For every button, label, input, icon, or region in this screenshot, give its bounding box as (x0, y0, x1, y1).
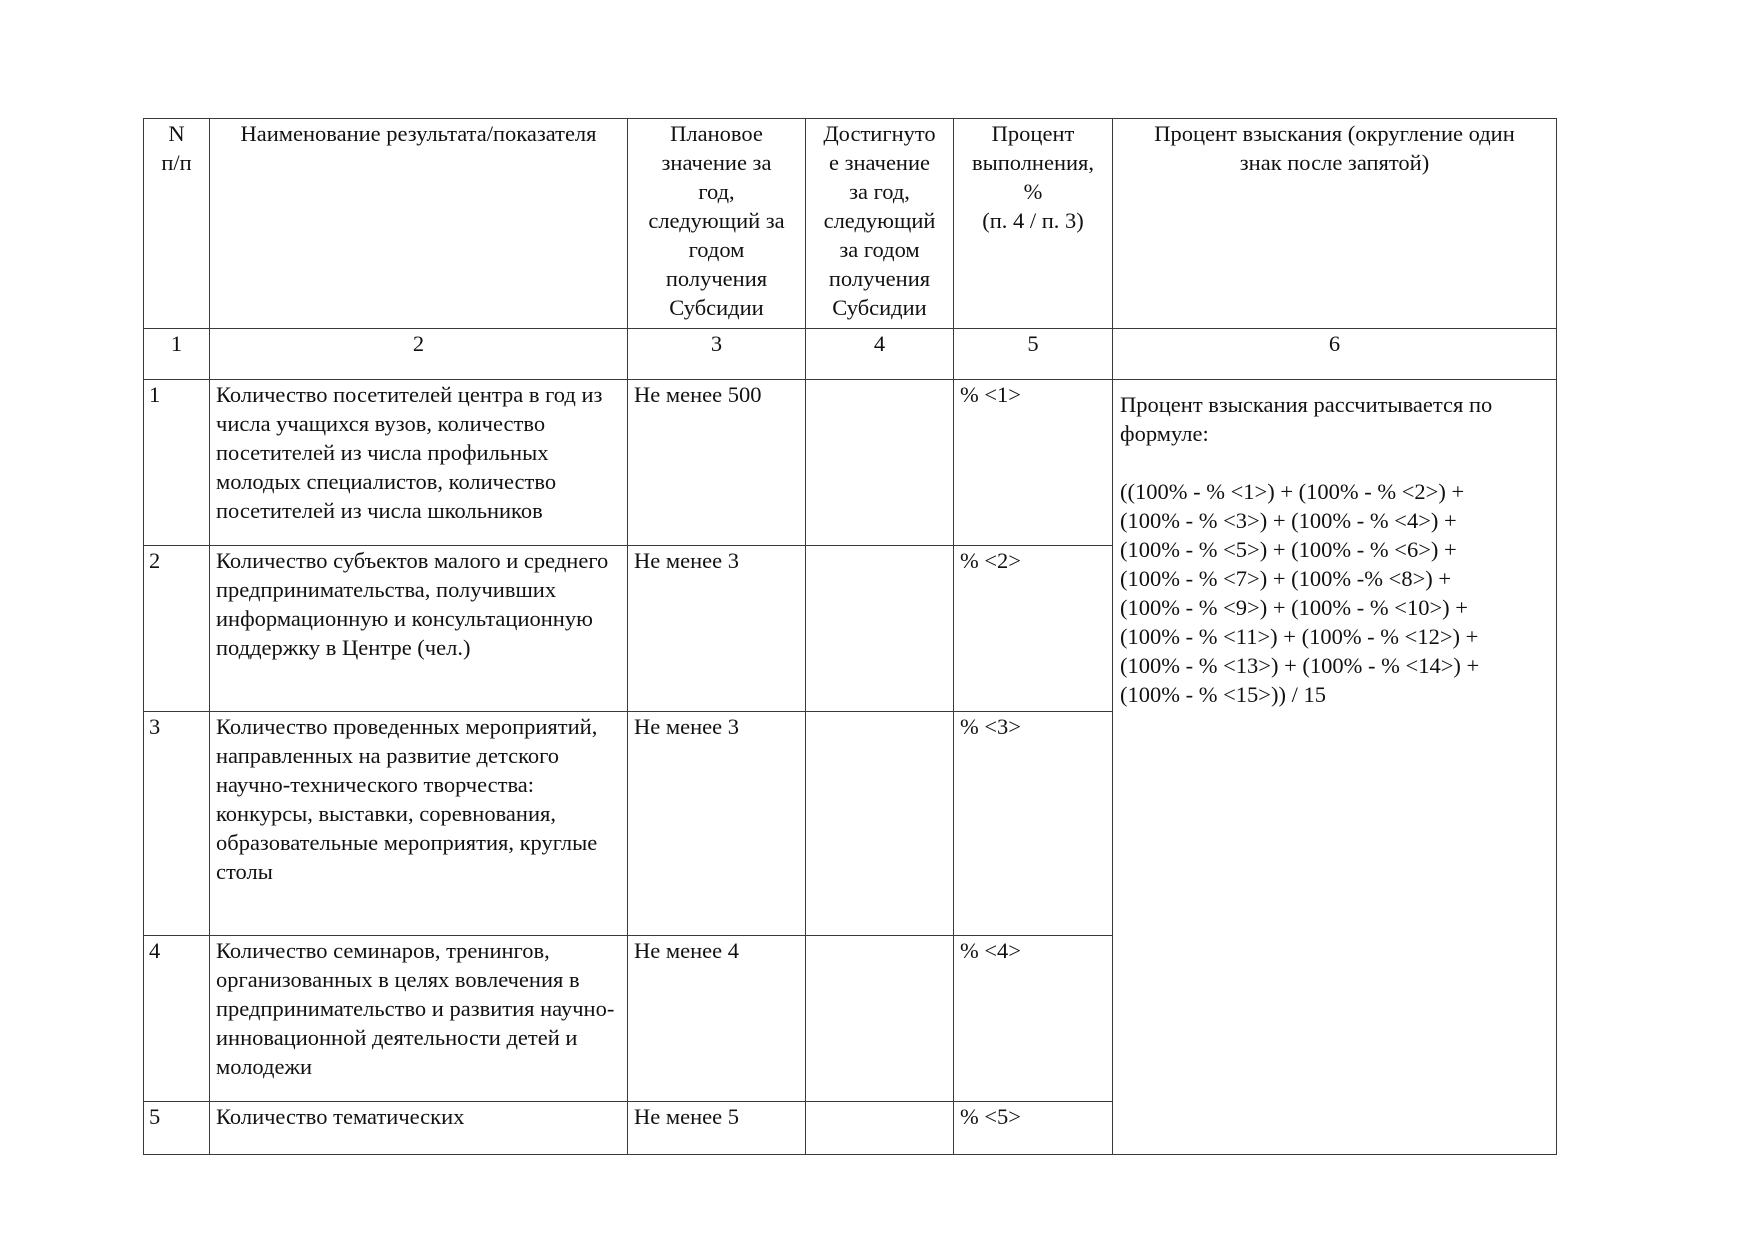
indicator-name: Количество семинаров, тренингов, организованных в целях вовлечения в предпринимательство и развития научно-инновационной деятельности детей и молодежи (210, 936, 628, 1102)
formula-line: (100% - % <9>) + (100% - % <10>) + (1120, 595, 1468, 620)
column-number-row (144, 329, 1557, 380)
indicator-name: Количество проведенных мероприятий, направленных на развитие детского научно-технического творчества: конкурсы, выставки, соревнования, образовательные мероприятия, круглые столы (210, 712, 628, 936)
achieved-value (806, 380, 954, 546)
indicator-name: Количество субъектов малого и среднего предпринимательства, получивших информационную и консультационную поддержку в Центре (чел.) (210, 546, 628, 712)
row-number: 5 (144, 1102, 210, 1155)
recovery-formula-cell (1113, 380, 1557, 1155)
row-number: 3 (144, 712, 210, 936)
table-row (144, 380, 1557, 546)
planned-value: Не менее 5 (628, 1102, 806, 1155)
formula-line: (100% - % <7>) + (100% -% <8>) + (1120, 566, 1452, 591)
header-completion-percent: Процент выполнения, % (п. 4 / п. 3) (954, 119, 1113, 329)
column-number: 4 (806, 329, 954, 380)
indicator-name: Количество посетителей центра в год из числа учащихся вузов, количество посетителей из числа профильных молодых специалистов, количество посетителей из числа школьников (210, 380, 628, 546)
column-number: 5 (954, 329, 1113, 380)
planned-value: Не менее 3 (628, 712, 806, 936)
row-number: 1 (144, 380, 210, 546)
column-number: 1 (144, 329, 210, 380)
formula-intro: Процент взыскания рассчитывается по формуле: (1120, 392, 1493, 446)
planned-value: Не менее 500 (628, 380, 806, 546)
header-name: Наименование результата/показателя (210, 119, 628, 329)
row-number: 4 (144, 936, 210, 1102)
header-row (144, 119, 1557, 329)
achieved-value (806, 1102, 954, 1155)
completion-percent: % <4> (954, 936, 1113, 1102)
completion-percent: % <2> (954, 546, 1113, 712)
formula-line: (100% - % <13>) + (100% - % <14>) + (1120, 653, 1480, 678)
header-number: N п/п (144, 119, 210, 329)
indicators-table (143, 118, 1557, 1155)
completion-percent: % <3> (954, 712, 1113, 936)
formula-line: (100% - % <5>) + (100% - % <6>) + (1120, 537, 1457, 562)
column-number: 6 (1113, 329, 1557, 380)
completion-percent: % <5> (954, 1102, 1113, 1155)
achieved-value (806, 546, 954, 712)
planned-value: Не менее 3 (628, 546, 806, 712)
achieved-value (806, 712, 954, 936)
indicator-name: Количество тематических (210, 1102, 628, 1155)
column-number: 2 (210, 329, 628, 380)
column-number: 3 (628, 329, 806, 380)
formula-line: ((100% - % <1>) + (100% - % <2>) + (1120, 479, 1465, 504)
header-achieved-value: Достигнуто е значение за год, следующий за годом получения Субсидии (806, 119, 954, 329)
header-recovery-percent: Процент взыскания (округление один знак после запятой) (1113, 119, 1557, 329)
header-planned-value: Плановое значение за год, следующий за годом получения Субсидии (628, 119, 806, 329)
formula-line: (100% - % <11>) + (100% - % <12>) + (1120, 624, 1479, 649)
row-number: 2 (144, 546, 210, 712)
completion-percent: % <1> (954, 380, 1113, 546)
planned-value: Не менее 4 (628, 936, 806, 1102)
formula-line: (100% - % <15>)) / 15 (1120, 682, 1326, 707)
formula-line: (100% - % <3>) + (100% - % <4>) + (1120, 508, 1457, 533)
achieved-value (806, 936, 954, 1102)
